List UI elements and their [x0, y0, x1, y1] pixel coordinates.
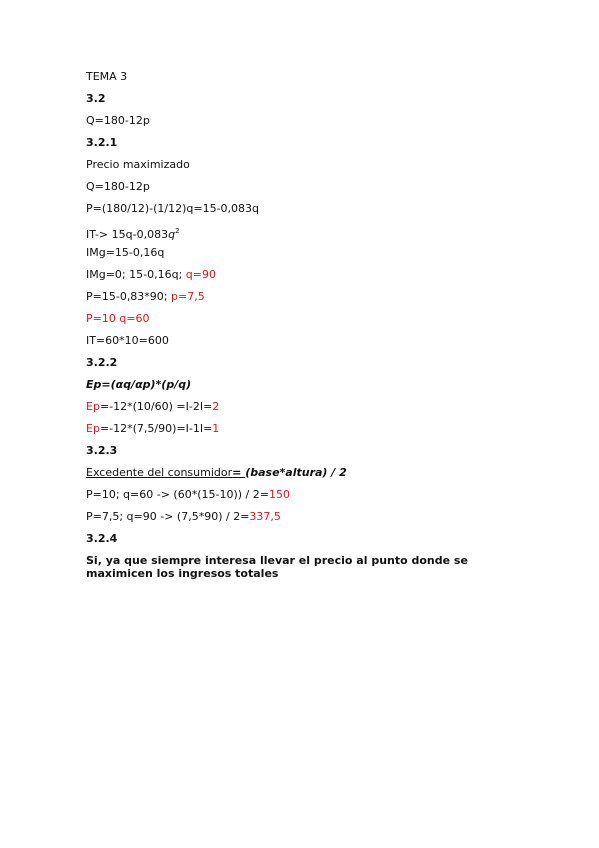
marginal-income-zero-result: q=90 [185, 268, 216, 281]
conclusion-text: Si, ya que siempre interesa llevar el precio al punto donde se maximicen los ingresos totales [86, 554, 468, 580]
section-heading-3-2-1: 3.2.1 [86, 136, 118, 149]
price-calculation [86, 286, 516, 308]
demand-equation-repeat: Q=180-12p [86, 180, 150, 193]
price-quantity-pair: P=10 q=60 [86, 312, 150, 325]
topic-title: TEMA 3 [86, 70, 128, 83]
consumer-surplus-body-1: P=10; q=60 -> (60*(15-10)) / 2= [86, 488, 269, 501]
total-income-variable: q [168, 228, 176, 241]
section-heading-3-2-3: 3.2.3 [86, 444, 118, 457]
consumer-surplus-result-1: 150 [268, 488, 290, 501]
section-heading-3-2: 3.2 [86, 92, 106, 105]
total-income-prefix: IT-> 15q-0,083 [86, 228, 169, 241]
consumer-surplus-body-2: P=7,5; q=90 -> (7,5*90) / 2= [86, 510, 250, 523]
consumer-surplus-formula [86, 462, 516, 484]
total-income-exponent: 2 [175, 227, 180, 235]
total-income-result: IT=60*10=600 [86, 334, 169, 347]
maximized-price-label: Precio maximizado [86, 158, 190, 171]
elasticity-body-2: =-12*(7,5/90)=I-1I= [99, 422, 213, 435]
inverse-demand-equation: P=(180/12)-(1/12)q=15-0,083q [86, 202, 260, 215]
elasticity-label-1: Ep [86, 400, 100, 413]
section-heading-3-2-4: 3.2.4 [86, 532, 118, 545]
consumer-surplus-result-2: 337,5 [249, 510, 281, 523]
total-income-equation [86, 220, 516, 242]
price-calculation-body: P=15-0,83*90; [86, 290, 172, 303]
elasticity-body-1: =-12*(10/60) =I-2I= [99, 400, 213, 413]
marginal-income-zero-body: IMg=0; 15-0,16q; [86, 268, 186, 281]
consumer-surplus-calc-2 [86, 506, 516, 528]
marginal-income-zero [86, 264, 516, 286]
elasticity-result-2: 1 [212, 422, 220, 435]
elasticity-calc-1 [86, 396, 516, 418]
consumer-surplus-label: Excedente del consumidor [86, 466, 233, 479]
document-content [86, 66, 516, 580]
elasticity-formula: Ep=(αq/αp)*(p/q) [86, 378, 192, 391]
elasticity-label-2: Ep [86, 422, 100, 435]
consumer-surplus-expression: (base*altura) / 2 [245, 466, 347, 479]
section-heading-3-2-2: 3.2.2 [86, 356, 118, 369]
price-calculation-result: p=7,5 [171, 290, 205, 303]
consumer-surplus-calc-1 [86, 484, 516, 506]
demand-equation: Q=180-12p [86, 114, 150, 127]
elasticity-calc-2 [86, 418, 516, 440]
elasticity-result-1: 2 [212, 400, 220, 413]
consumer-surplus-equals: = [232, 466, 246, 479]
marginal-income-equation: IMg=15-0,16q [86, 246, 165, 259]
